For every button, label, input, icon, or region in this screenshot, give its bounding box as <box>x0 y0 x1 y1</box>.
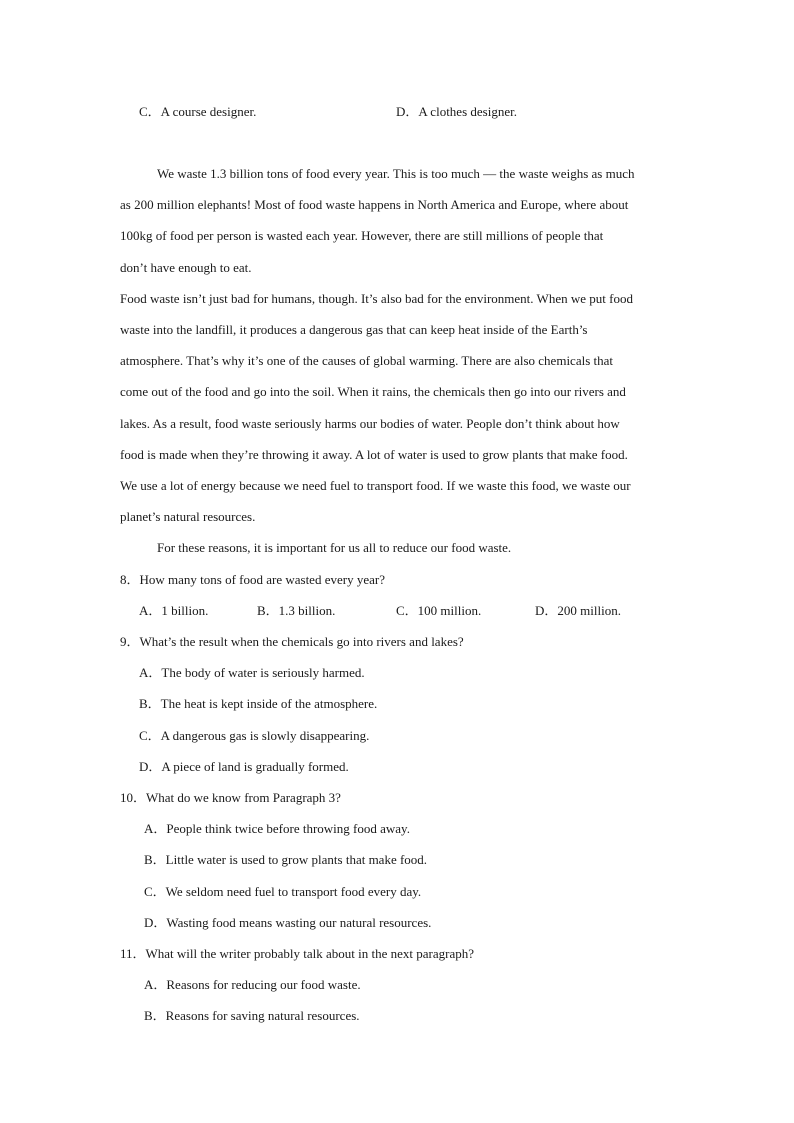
question-10-option-b: B．Little water is used to grow plants that make food. <box>144 852 428 867</box>
question-10-option-a: A．People think twice before throwing food away. <box>144 821 410 836</box>
passage-line-13: For these reasons, it is important for us all to reduce our food waste. <box>157 540 512 555</box>
passage-line-8: come out of the food and go into the soil. When it rains, the chemicals then go into our rivers and <box>120 384 626 399</box>
question-9-option-c: C．A dangerous gas is slowly disappearing. <box>139 728 370 743</box>
question-8-option-d: D．200 million. <box>535 603 621 618</box>
passage-line-10: food is made when they’re throwing it away. A lot of water is used to grow plants that make food. <box>120 447 628 462</box>
passage-line-2: as 200 million elephants! Most of food waste happens in North America and Europe, where about <box>120 197 629 212</box>
option-d-prev: D．A clothes designer. <box>396 104 517 119</box>
passage-line-6: waste into the landfill, it produces a dangerous gas that can keep heat inside of the Earth’s <box>120 322 588 337</box>
question-8-option-c: C．100 million. <box>396 603 482 618</box>
question-8-option-a: A．1 billion. <box>139 603 209 618</box>
question-10-option-d: D．Wasting food means wasting our natural resources. <box>144 915 432 930</box>
question-10-option-c: C．We seldom need fuel to transport food every day. <box>144 884 422 899</box>
question-11-option-b: B．Reasons for saving natural resources. <box>144 1008 360 1023</box>
passage-line-3: 100kg of food per person is wasted each year. However, there are still millions of people that <box>120 228 604 243</box>
question-11-stem: 11．What will the writer probably talk about in the next paragraph? <box>120 946 475 961</box>
question-11-option-a: A．Reasons for reducing our food waste. <box>144 977 361 992</box>
question-9-option-d: D．A piece of land is gradually formed. <box>139 759 349 774</box>
question-10-stem: 10．What do we know from Paragraph 3? <box>120 790 341 805</box>
passage-line-1: We waste 1.3 billion tons of food every year. This is too much — the waste weighs as much <box>157 166 635 181</box>
question-8-stem: 8．How many tons of food are wasted every year? <box>120 572 385 587</box>
question-9-option-b: B．The heat is kept inside of the atmosphere. <box>139 696 378 711</box>
passage-line-12: planet’s natural resources. <box>120 509 256 524</box>
passage-line-11: We use a lot of energy because we need fuel to transport food. If we waste this food, we waste our <box>120 478 631 493</box>
option-c-prev: C．A course designer. <box>139 104 257 119</box>
question-8-option-b: B．1.3 billion. <box>257 603 336 618</box>
passage-line-5: Food waste isn’t just bad for humans, though. It’s also bad for the environment. When we put food <box>120 291 633 306</box>
passage-line-4: don’t have enough to eat. <box>120 260 252 275</box>
passage-line-7: atmosphere. That’s why it’s one of the causes of global warming. There are also chemicals that <box>120 353 614 368</box>
question-9-stem: 9．What’s the result when the chemicals go into rivers and lakes? <box>120 634 464 649</box>
question-9-option-a: A．The body of water is seriously harmed. <box>139 665 365 680</box>
passage-line-9: lakes. As a result, food waste seriously harms our bodies of water. People don’t think about how <box>120 416 620 431</box>
